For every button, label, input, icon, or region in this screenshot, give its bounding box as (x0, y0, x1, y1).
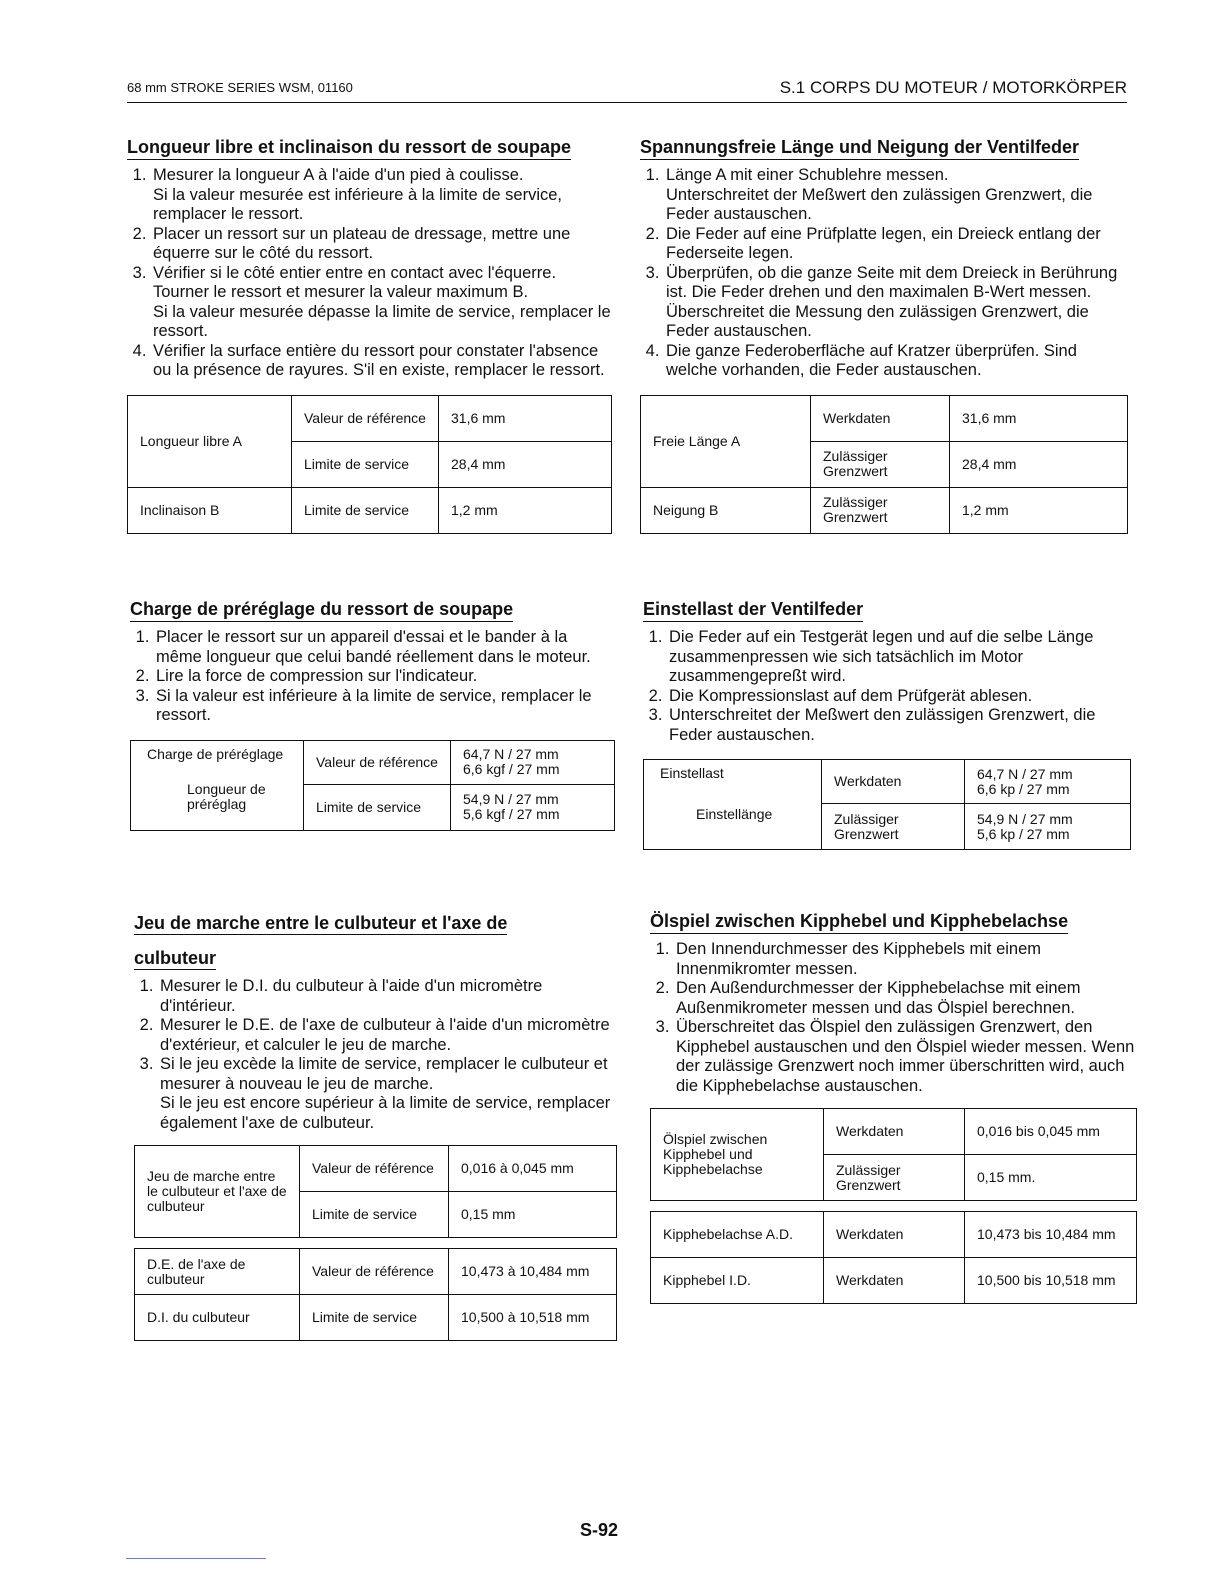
fr-section-rocker-clearance (134, 912, 622, 1341)
spec-table (134, 1248, 617, 1341)
spec-key: Werkdaten (822, 760, 965, 804)
fr-section-preload (130, 598, 615, 831)
step-item: 3. Unterschreitet der Meßwert den zulässigen Grenzwert, die Feder austauschen. (667, 706, 1131, 745)
steps-list (130, 628, 615, 726)
spec-value: 54,9 N / 27 mm 5,6 kp / 27 mm (965, 804, 1131, 850)
steps-list (134, 977, 622, 1133)
step-item: 1. Den Innendurchmesser des Kipphebels mit einem Innenmikromter messen. (674, 940, 1137, 979)
step-item: 3. Überprüfen, ob die ganze Seite mit dem Dreieck in Berührung ist. Die Feder drehen und den maximalen B-Wert messen. Überschreitet die Messung den zulässigen Grenzwert, die Feder austauschen. (664, 264, 1128, 342)
spec-key: Zulässiger Grenzwert (824, 1155, 965, 1201)
fr-section-spring-length (127, 136, 612, 534)
section-title: Spannungsfreie Länge und Neigung der Ventilfeder (640, 136, 1079, 160)
step-item: 3. Si le jeu excède la limite de service, remplacer le culbuteur et mesurer à nouveau le jeu de marche. Si le jeu est encore supérieur à la limite de service, remplacer également l'axe de culbuteur. (158, 1055, 622, 1133)
step-item: 2. Mesurer le D.E. de l'axe de culbuteur à l'aide d'un micromètre d'extérieur, et calculer le jeu de marche. (158, 1016, 622, 1055)
spec-value: 28,4 mm (439, 441, 612, 487)
steps-list (127, 166, 612, 381)
spec-value: 0,016 à 0,045 mm (449, 1146, 617, 1192)
spec-key: Werkdaten (811, 395, 950, 441)
spec-key: Werkdaten (824, 1212, 965, 1258)
spec-label: Kipphebel I.D. (651, 1258, 824, 1304)
spec-key: Limite de service (292, 487, 439, 533)
spec-label: Jeu de marche entre le culbuteur et l'axe de culbuteur (135, 1146, 300, 1238)
spec-value: 0,15 mm. (965, 1155, 1137, 1201)
spec-table (640, 395, 1128, 534)
spec-label: Longueur libre A (128, 395, 292, 487)
step-item: 1. Mesurer le D.I. du culbuteur à l'aide d'un micromètre d'intérieur. (158, 977, 622, 1016)
spec-label: Ölspiel zwischen Kipphebel und Kipphebelachse (651, 1109, 824, 1201)
step-item: 4. Die ganze Federoberfläche auf Kratzer überprüfen. Sind welche vorhanden, die Feder austauschen. (664, 342, 1128, 381)
steps-list (643, 628, 1131, 745)
spec-value: 10,473 bis 10,484 mm (965, 1212, 1137, 1258)
spec-table (650, 1211, 1137, 1304)
step-item: 2. Die Feder auf eine Prüfplatte legen, ein Dreieck entlang der Federseite legen. (664, 225, 1128, 264)
spec-key: Zulässiger Grenzwert (822, 804, 965, 850)
page-header (127, 78, 1127, 103)
step-item: 2. Den Außendurchmesser der Kipphebelachse mit einem Außenmikrometer messen und das Ölspiel berechnen. (674, 979, 1137, 1018)
steps-list (640, 166, 1128, 381)
spec-label: D.E. de l'axe de culbuteur (135, 1249, 300, 1295)
de-section-preload (643, 598, 1131, 850)
spec-label: Freie Länge A (641, 395, 811, 487)
spec-key: Valeur de référence (292, 395, 439, 441)
de-section-rocker-clearance (650, 910, 1137, 1304)
spec-value: 31,6 mm (950, 395, 1128, 441)
spec-label: Longueur de préréglag (187, 780, 266, 812)
spec-label-cell (131, 740, 304, 830)
step-item: 2. Lire la force de compression sur l'indicateur. (154, 667, 615, 687)
spec-key: Limite de service (300, 1295, 449, 1341)
step-item: 1. Die Feder auf ein Testgerät legen und auf die selbe Länge zusammenpressen wie sich tatsächlich im Motor zusammengepreßt wird. (667, 628, 1131, 687)
spec-key: Werkdaten (824, 1109, 965, 1155)
spec-value: 64,7 N / 27 mm 6,6 kp / 27 mm (965, 760, 1131, 804)
page-number: S-92 (580, 1520, 619, 1540)
spec-label: Kipphebelachse A.D. (651, 1212, 824, 1258)
spec-table (643, 759, 1131, 850)
step-item: 1. Placer le ressort sur un appareil d'essai et le bander à la même longueur que celui bandé réellement dans le moteur. (154, 628, 615, 667)
spec-key: Zulässiger Grenzwert (811, 441, 950, 487)
spec-label: Einstellänge (696, 806, 773, 822)
spec-key: Valeur de référence (304, 740, 451, 784)
step-item: 3. Si la valeur est inférieure à la limite de service, remplacer le ressort. (154, 687, 615, 726)
section-title: Longueur libre et inclinaison du ressort de soupape (127, 136, 571, 160)
step-item: 3. Überschreitet das Ölspiel den zulässigen Grenzwert, den Kipphebel austauschen und den Ölspiel wieder messen. Wenn der zulässige Grenzwert noch immer überschritten wird, auch die Kipphebelachse austauschen. (674, 1018, 1137, 1096)
section-title: Charge de préréglage du ressort de soupape (130, 598, 513, 622)
spec-key: Limite de service (292, 441, 439, 487)
spec-value: 54,9 N / 27 mm 5,6 kgf / 27 mm (451, 784, 615, 830)
spec-value: 10,500 à 10,518 mm (449, 1295, 617, 1341)
spec-value: 10,473 à 10,484 mm (449, 1249, 617, 1295)
chapter-title: S.1 CORPS DU MOTEUR / MOTORKÖRPER (779, 78, 1127, 97)
spec-table (134, 1145, 617, 1238)
step-item: 3. Vérifier si le côté entier entre en contact avec l'équerre. Tourner le ressort et mesurer la valeur maximum B. Si la valeur mesurée dépasse la limite de service, remplacer le ressort. (151, 264, 612, 342)
spec-value: 64,7 N / 27 mm 6,6 kgf / 27 mm (451, 740, 615, 784)
de-section-spring-length (640, 136, 1128, 534)
spec-label: Inclinaison B (128, 487, 292, 533)
manual-reference: 68 mm STROKE SERIES WSM, 01160 (127, 80, 353, 95)
spec-table (650, 1108, 1137, 1201)
spec-key: Valeur de référence (300, 1146, 449, 1192)
spec-label: Einstellast (660, 765, 724, 781)
spec-value: 1,2 mm (950, 487, 1128, 533)
footer-rule (126, 1558, 266, 1559)
spec-key: Werkdaten (824, 1258, 965, 1304)
spec-value: 0,15 mm (449, 1192, 617, 1238)
step-item: 1. Mesurer la longueur A à l'aide d'un pied à coulisse. Si la valeur mesurée est inférieure à la limite de service, remplacer le ressort. (151, 166, 612, 225)
section-title: Jeu de marche entre le culbuteur et l'axe de culbuteur (134, 913, 508, 968)
spec-label: Neigung B (641, 487, 811, 533)
step-item: 2. Placer un ressort sur un plateau de dressage, mettre une équerre sur le côté du ressort. (151, 225, 612, 264)
spec-label: D.I. du culbuteur (135, 1295, 300, 1341)
spec-key: Valeur de référence (300, 1249, 449, 1295)
spec-value: 0,016 bis 0,045 mm (965, 1109, 1137, 1155)
spec-value: 1,2 mm (439, 487, 612, 533)
spec-value: 28,4 mm (950, 441, 1128, 487)
section-title: Ölspiel zwischen Kipphebel und Kipphebelachse (650, 910, 1068, 934)
spec-value: 10,500 bis 10,518 mm (965, 1258, 1137, 1304)
section-title: Einstellast der Ventilfeder (643, 598, 863, 622)
step-item: 4. Vérifier la surface entière du ressort pour constater l'absence ou la présence de rayures. S'il en existe, remplacer le ressort. (151, 342, 612, 381)
spec-table (130, 740, 615, 831)
spec-label-cell (644, 760, 822, 850)
step-item: 2. Die Kompressionslast auf dem Prüfgerät ablesen. (667, 687, 1131, 707)
spec-key: Limite de service (304, 784, 451, 830)
spec-key: Zulässiger Grenzwert (811, 487, 950, 533)
spec-value: 31,6 mm (439, 395, 612, 441)
spec-table (127, 395, 612, 534)
steps-list (650, 940, 1137, 1096)
spec-key: Limite de service (300, 1192, 449, 1238)
spec-label: Charge de préréglage (147, 745, 284, 762)
step-item: 1. Länge A mit einer Schublehre messen. Unterschreitet der Meßwert den zulässigen Grenzwert, die Feder austauschen. (664, 166, 1128, 225)
